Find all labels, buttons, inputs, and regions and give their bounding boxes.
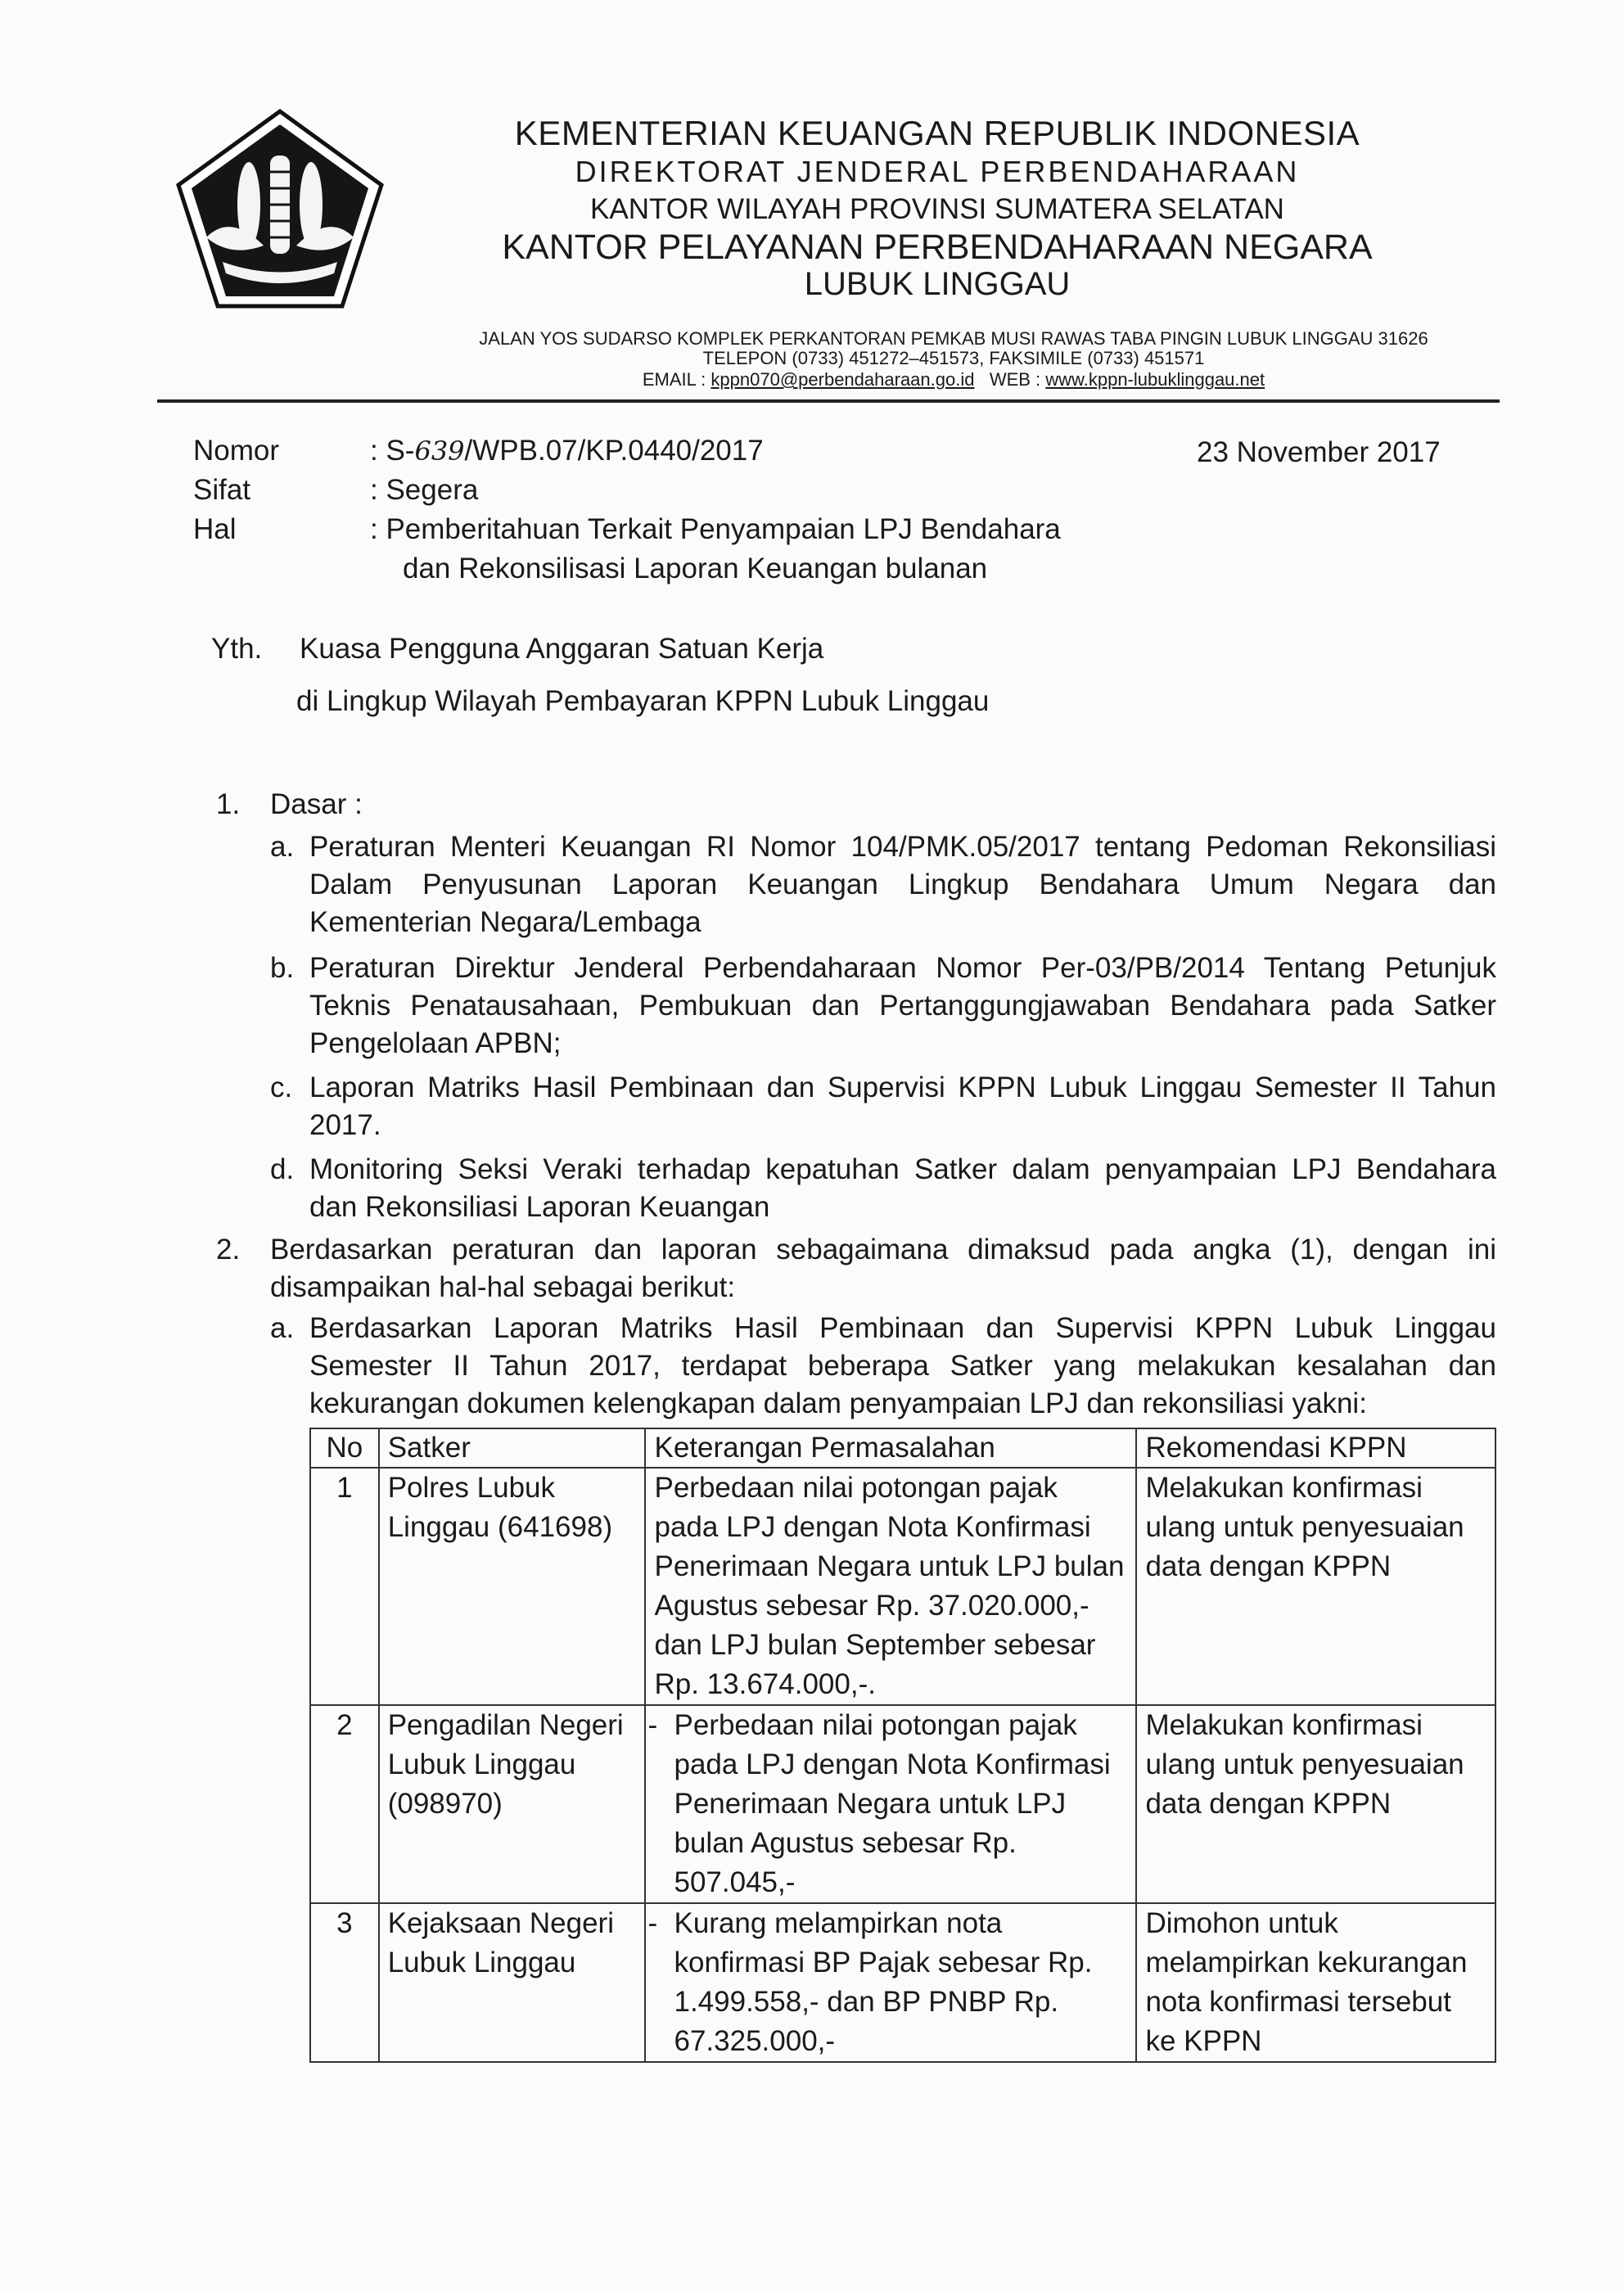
point-2-line-1: Berdasarkan peraturan dan laporan sebagaimana dimaksud pada angka (1), dengan ini bbox=[270, 1234, 1496, 1266]
row-2-dash: - bbox=[647, 1709, 658, 1741]
email-label: EMAIL : bbox=[642, 369, 706, 390]
point-2-line-2: disampaikan hal-hal sebagai berikut: bbox=[270, 1271, 736, 1303]
point-2a-line-3: kekurangan dokumen kelengkapan dalam penyampaian LPJ dan rekonsiliasi yakni: bbox=[309, 1387, 1367, 1419]
col-header-keterangan: Keterangan Permasalahan bbox=[645, 1428, 1136, 1468]
point-1-title: Dasar : bbox=[270, 788, 363, 820]
table-row bbox=[310, 1705, 1495, 1903]
row-3-keterangan: Kurang melampirkan nota konfirmasi BP Pajak sebesar Rp. 1.499.558,- dan BP PNBP Rp. 67.325.000,- bbox=[674, 1907, 1093, 2057]
sifat-label: Sifat bbox=[193, 474, 251, 506]
nomor-label: Nomor bbox=[193, 435, 280, 467]
col-header-no: No bbox=[310, 1428, 379, 1468]
row-1-keterangan: Perbedaan nilai potongan pajak pada LPJ dengan Nota Konfirmasi Penerimaan Negara untuk LPJ bulan Agustus sebesar Rp. 37.020.000,- dan LPJ bulan September sebesar Rp. 13.674.000,-. bbox=[645, 1468, 1136, 1705]
letterhead-ministry: KEMENTERIAN KEUANGAN REPUBLIK INDONESIA bbox=[514, 114, 1360, 152]
point-1c-line-2: 2017. bbox=[309, 1109, 381, 1141]
row-3-no: 3 bbox=[310, 1903, 379, 2062]
addressee-line-2: di Lingkup Wilayah Pembayaran KPPN Lubuk Linggau bbox=[296, 685, 990, 717]
letterhead-regional-office: KANTOR WILAYAH PROVINSI SUMATERA SELATAN bbox=[590, 193, 1284, 225]
col-header-satker: Satker bbox=[379, 1428, 646, 1468]
row-3-rekomendasi: Dimohon untuk melampirkan kekurangan nota konfirmasi tersebut ke KPPN bbox=[1136, 1903, 1495, 2062]
point-1-number: 1. bbox=[216, 788, 241, 820]
letterhead-address: JALAN YOS SUDARSO KOMPLEK PERKANTORAN PEMKAB MUSI RAWAS TABA PINGIN LUBUK LINGGAU 31626 bbox=[479, 328, 1428, 349]
row-1-no: 1 bbox=[310, 1468, 379, 1705]
point-1a-line-2: Dalam Penyusunan Laporan Keuangan Lingkup Bendahara Umum Negara dan bbox=[309, 869, 1496, 900]
row-2-keterangan: Perbedaan nilai potongan pajak pada LPJ dengan Nota Konfirmasi Penerimaan Negara untuk LPJ bulan Agustus sebesar Rp. 507.045,- bbox=[674, 1709, 1111, 1898]
table-header-row bbox=[310, 1428, 1495, 1468]
web-link[interactable]: www.kppn-lubuklinggau.net bbox=[1045, 369, 1265, 390]
point-1b-line-2: Teknis Penatausahaan, Pembukuan dan Pertanggungjawaban Bendahara pada Satker bbox=[309, 990, 1496, 1022]
email-link[interactable]: kppn070@perbendaharaan.go.id bbox=[710, 369, 975, 390]
letterhead-divider bbox=[157, 399, 1500, 403]
nomor-suffix: /WPB.07/KP.0440/2017 bbox=[464, 435, 764, 467]
yth-label: Yth. bbox=[211, 633, 263, 665]
nomor-value bbox=[370, 432, 764, 470]
point-1d-line-2: dan Rekonsiliasi Laporan Keuangan bbox=[309, 1191, 770, 1223]
nomor-prefix: : S- bbox=[370, 435, 415, 467]
point-1c-letter: c. bbox=[270, 1072, 293, 1103]
addressee-line-1: Kuasa Pengguna Anggaran Satuan Kerja bbox=[300, 633, 824, 665]
col-header-rekomendasi: Rekomendasi KPPN bbox=[1136, 1428, 1495, 1468]
letterhead-office-name: KANTOR PELAYANAN PERBENDAHARAAN NEGARA bbox=[502, 228, 1373, 267]
row-1-satker: Polres Lubuk Linggau (641698) bbox=[379, 1468, 646, 1705]
letterhead-directorate: DIREKTORAT JENDERAL PERBENDAHARAAN bbox=[575, 155, 1300, 188]
hal-line-2: dan Rekonsilisasi Laporan Keuangan bulanan bbox=[403, 553, 988, 584]
row-3-keterangan-cell bbox=[645, 1903, 1136, 2062]
row-2-rekomendasi: Melakukan konfirmasi ulang untuk penyesuaian data dengan KPPN bbox=[1136, 1705, 1495, 1903]
point-1b-letter: b. bbox=[270, 952, 295, 984]
point-1d-line-1: Monitoring Seksi Veraki terhadap kepatuhan Satker dalam penyampaian LPJ Bendahara bbox=[309, 1153, 1496, 1185]
table-row bbox=[310, 1468, 1495, 1705]
point-1a-line-1: Peraturan Menteri Keuangan RI Nomor 104/PMK.05/2017 tentang Pedoman Rekonsiliasi bbox=[309, 831, 1496, 863]
nomor-handwritten: 639 bbox=[414, 435, 465, 467]
satker-issues-table bbox=[309, 1428, 1496, 2063]
point-1c-line-1: Laporan Matriks Hasil Pembinaan dan Supervisi KPPN Lubuk Linggau Semester II Tahun bbox=[309, 1072, 1496, 1103]
hal-line-1: : Pemberitahuan Terkait Penyampaian LPJ Bendahara bbox=[370, 513, 1061, 545]
table-row bbox=[310, 1903, 1495, 2062]
point-1b-line-3: Pengelolaan APBN; bbox=[309, 1027, 562, 1059]
point-1d-letter: d. bbox=[270, 1153, 295, 1185]
point-1a-line-3: Kementerian Negara/Lembaga bbox=[309, 906, 701, 938]
row-2-keterangan-cell bbox=[645, 1705, 1136, 1903]
web-label: WEB : bbox=[989, 369, 1041, 390]
point-1b-line-1: Peraturan Direktur Jenderal Perbendaharaan Nomor Per-03/PB/2014 Tentang Petunjuk bbox=[309, 952, 1496, 984]
point-1a-letter: a. bbox=[270, 831, 295, 863]
point-2a-line-1: Berdasarkan Laporan Matriks Hasil Pembinaan dan Supervisi KPPN Lubuk Linggau bbox=[309, 1312, 1496, 1344]
hal-label: Hal bbox=[193, 513, 237, 545]
point-2-number: 2. bbox=[216, 1234, 241, 1266]
point-2a-line-2: Semester II Tahun 2017, terdapat beberapa Satker yang melakukan kesalahan dan bbox=[309, 1350, 1496, 1382]
row-1-rekomendasi: Melakukan konfirmasi ulang untuk penyesuaian data dengan KPPN bbox=[1136, 1468, 1495, 1705]
letterhead-phone: TELEPON (0733) 451272–451573, FAKSIMILE (0733) 451571 bbox=[702, 348, 1205, 368]
letterhead-contact bbox=[393, 370, 1514, 390]
letterhead-city: LUBUK LINGGAU bbox=[804, 266, 1071, 302]
ministry-emblem-logo bbox=[174, 106, 386, 311]
point-2a-letter: a. bbox=[270, 1312, 295, 1344]
letter-date: 23 November 2017 bbox=[1197, 436, 1441, 468]
row-2-satker: Pengadilan Negeri Lubuk Linggau (098970) bbox=[379, 1705, 646, 1903]
sifat-value: : Segera bbox=[370, 474, 479, 506]
row-2-no: 2 bbox=[310, 1705, 379, 1903]
row-3-dash: - bbox=[647, 1907, 658, 1939]
row-3-satker: Kejaksaan Negeri Lubuk Linggau bbox=[379, 1903, 646, 2062]
